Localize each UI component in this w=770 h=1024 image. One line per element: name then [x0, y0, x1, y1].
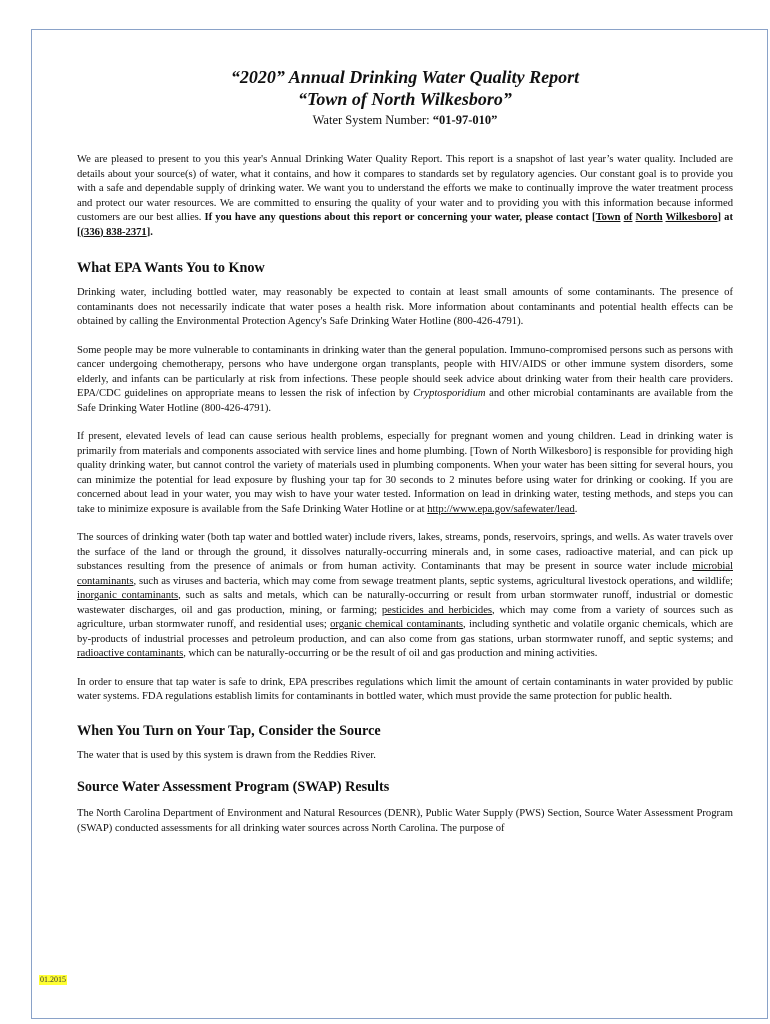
contact-mid: ] at [ — [77, 212, 733, 238]
intro-paragraph — [77, 153, 733, 240]
contact-prefix: If you have any questions about this report or concerning your water, please contact [ — [204, 212, 596, 223]
term-pesticides: pesticides and herbicides — [381, 604, 493, 616]
epa-lead-link[interactable]: http://www.epa.gov/safewater/lead — [427, 503, 575, 515]
epa-paragraph-1: Drinking water, including bottled water, may reasonably be expected to contain at least small amounts of some contaminants. The presence of contaminants does not necessarily indicate that water poses a health risk. More information about contaminants and potential health effects can be obtained by calling the Environmental Protection Agency's Safe Drinking Water Hotline (800-426-4791). — [77, 287, 733, 327]
epa-paragraph-2 — [77, 344, 733, 417]
document-content — [77, 66, 733, 836]
contact-of: of — [623, 212, 633, 223]
epa-paragraph-4 — [77, 531, 733, 662]
water-system-number — [77, 112, 733, 129]
document-page — [31, 29, 768, 1019]
epa-paragraph-5: In order to ensure that tap water is safe to drink, EPA prescribes regulations which limit the amount of certain contaminants in water provided by public water systems. FDA regulations establish limits for contaminants in bottled water, which must provide the same protection for public health. — [77, 676, 733, 702]
swap-paragraph-1: The North Carolina Department of Environment and Natural Resources (DENR), Public Water Supply (PWS) Section, Source Water Assessment Program (SWAP) conducted assessments for all drinking water sources across North Carolina. The purpose of — [77, 808, 733, 834]
p4-text-c: , such as salts and metals, which can be naturally-occurring or result from urban stormwater runoff, industrial or domestic wastewater discharges, oil and gas production, mining, or farming; — [77, 590, 733, 616]
contact-phone: (336) 838-2371 — [80, 226, 147, 238]
p3-text-a: If present, elevated levels of lead can cause serious health problems, especially for pregnant women and young children. Lead in drinking water is primarily from materials and components associated with service lines and home plumbing. [Town of North Wilkesboro] is responsible for providing high quality drinking water, but cannot control the variety of materials used in plumbing components. When your water has been sitting for several hours, you can minimize the potential for lead exposure by flushing your tap for 30 seconds to 2 minutes before using water for drinking or cooking. If you are concerned about lead in your water, you may wish to have your water tested. Information on lead in drinking water, testing methods, and steps you can take to minimize exposure is available from the Safe Drinking Water Hotline or at — [77, 431, 733, 515]
report-title-line2: “Town of North Wilkesboro” — [298, 89, 512, 109]
contact-town: Town — [595, 212, 621, 223]
heading-swap: Source Water Assessment Program (SWAP) Results — [77, 779, 390, 795]
heading-source: When You Turn on Your Tap, Consider the Source — [77, 722, 381, 739]
term-radioactive: radioactive contaminants — [77, 648, 184, 659]
contact-suffix: ]. — [146, 226, 153, 238]
water-system-label: Water System Number: — [312, 113, 430, 127]
report-title-line1: “2020” Annual Drinking Water Quality Report — [230, 67, 580, 87]
p4-text-b: , such as viruses and bacteria, which may come from sewage treatment plants, septic systems, agricultural livestock operations, and wildlife; — [133, 575, 733, 587]
water-system-value: “01-97-010” — [432, 113, 498, 127]
term-microbial: microbial contaminants — [77, 561, 733, 587]
footer-revision-tag: 01.2015 — [40, 975, 66, 984]
p4-text-d: , which may come from a variety of sources such as agriculture, urban stormwater runoff, and residential uses; — [77, 604, 733, 630]
p4-text-a: The sources of drinking water (both tap water and bottled water) include rivers, lakes, streams, ponds, reservoirs, springs, and wells. As water travels over the surface of the land or through the ground, it dissolves naturally-occurring minerals and, in some cases, radioactive material, and can pick up substances resulting from the presence of animals or from human activity. Contaminants that may be present in source water include — [77, 532, 733, 572]
p3-text-b: . — [574, 503, 578, 515]
p2-text-a: Some people may be more vulnerable to contaminants in drinking water than the general population. Immuno-compromised persons such as persons with cancer undergoing chemotherapy, persons who have undergone organ transplants, people with HIV/AIDS or other immune system disorders, some elderly, and infants can be particularly at risk from infections. These people should seek advice about drinking water from their health care providers. EPA/CDC guidelines on appropriate means to lessen the risk of infection by — [77, 344, 733, 399]
contact-north: North — [635, 212, 663, 223]
epa-paragraph-3 — [77, 430, 733, 517]
source-paragraph-1: The water that is used by this system is drawn from the Reddies River. — [77, 749, 376, 761]
intro-text: We are pleased to present to you this year's Annual Drinking Water Quality Report. This report is a snapshot of last year’s water quality. Included are details about your source(s) of water, what it contains, and how it compares to standards set by regulatory agencies. Our constant goal is to provide you with a safe and dependable supply of drinking water. We want you to understand the efforts we make to continually improve the water treatment process and protect our water resources. We are committed to ensuring the quality of your water and to providing you with this information because informed customers are our best allies. — [77, 154, 733, 223]
term-organic: organic chemical contaminants — [330, 619, 464, 630]
p4-text-e: , including synthetic and volatile organic chemicals, which are by-products of industrial processes and petroleum production, and can also come from gas stations, urban stormwater runoff, and septic systems; and — [77, 619, 733, 645]
p2-cryptosporidium: Cryptosporidium — [413, 388, 486, 399]
p4-text-f: , which can be naturally-occurring or be the result of oil and gas production and mining activities. — [183, 648, 598, 659]
term-inorganic: inorganic contaminants — [77, 590, 179, 601]
p2-text-b: and other microbial contaminants are available from the Safe Drinking Water Hotline (800-426-4791). — [77, 388, 733, 414]
heading-epa: What EPA Wants You to Know — [77, 260, 265, 276]
contact-wilkesboro: Wilkesboro — [665, 212, 718, 223]
